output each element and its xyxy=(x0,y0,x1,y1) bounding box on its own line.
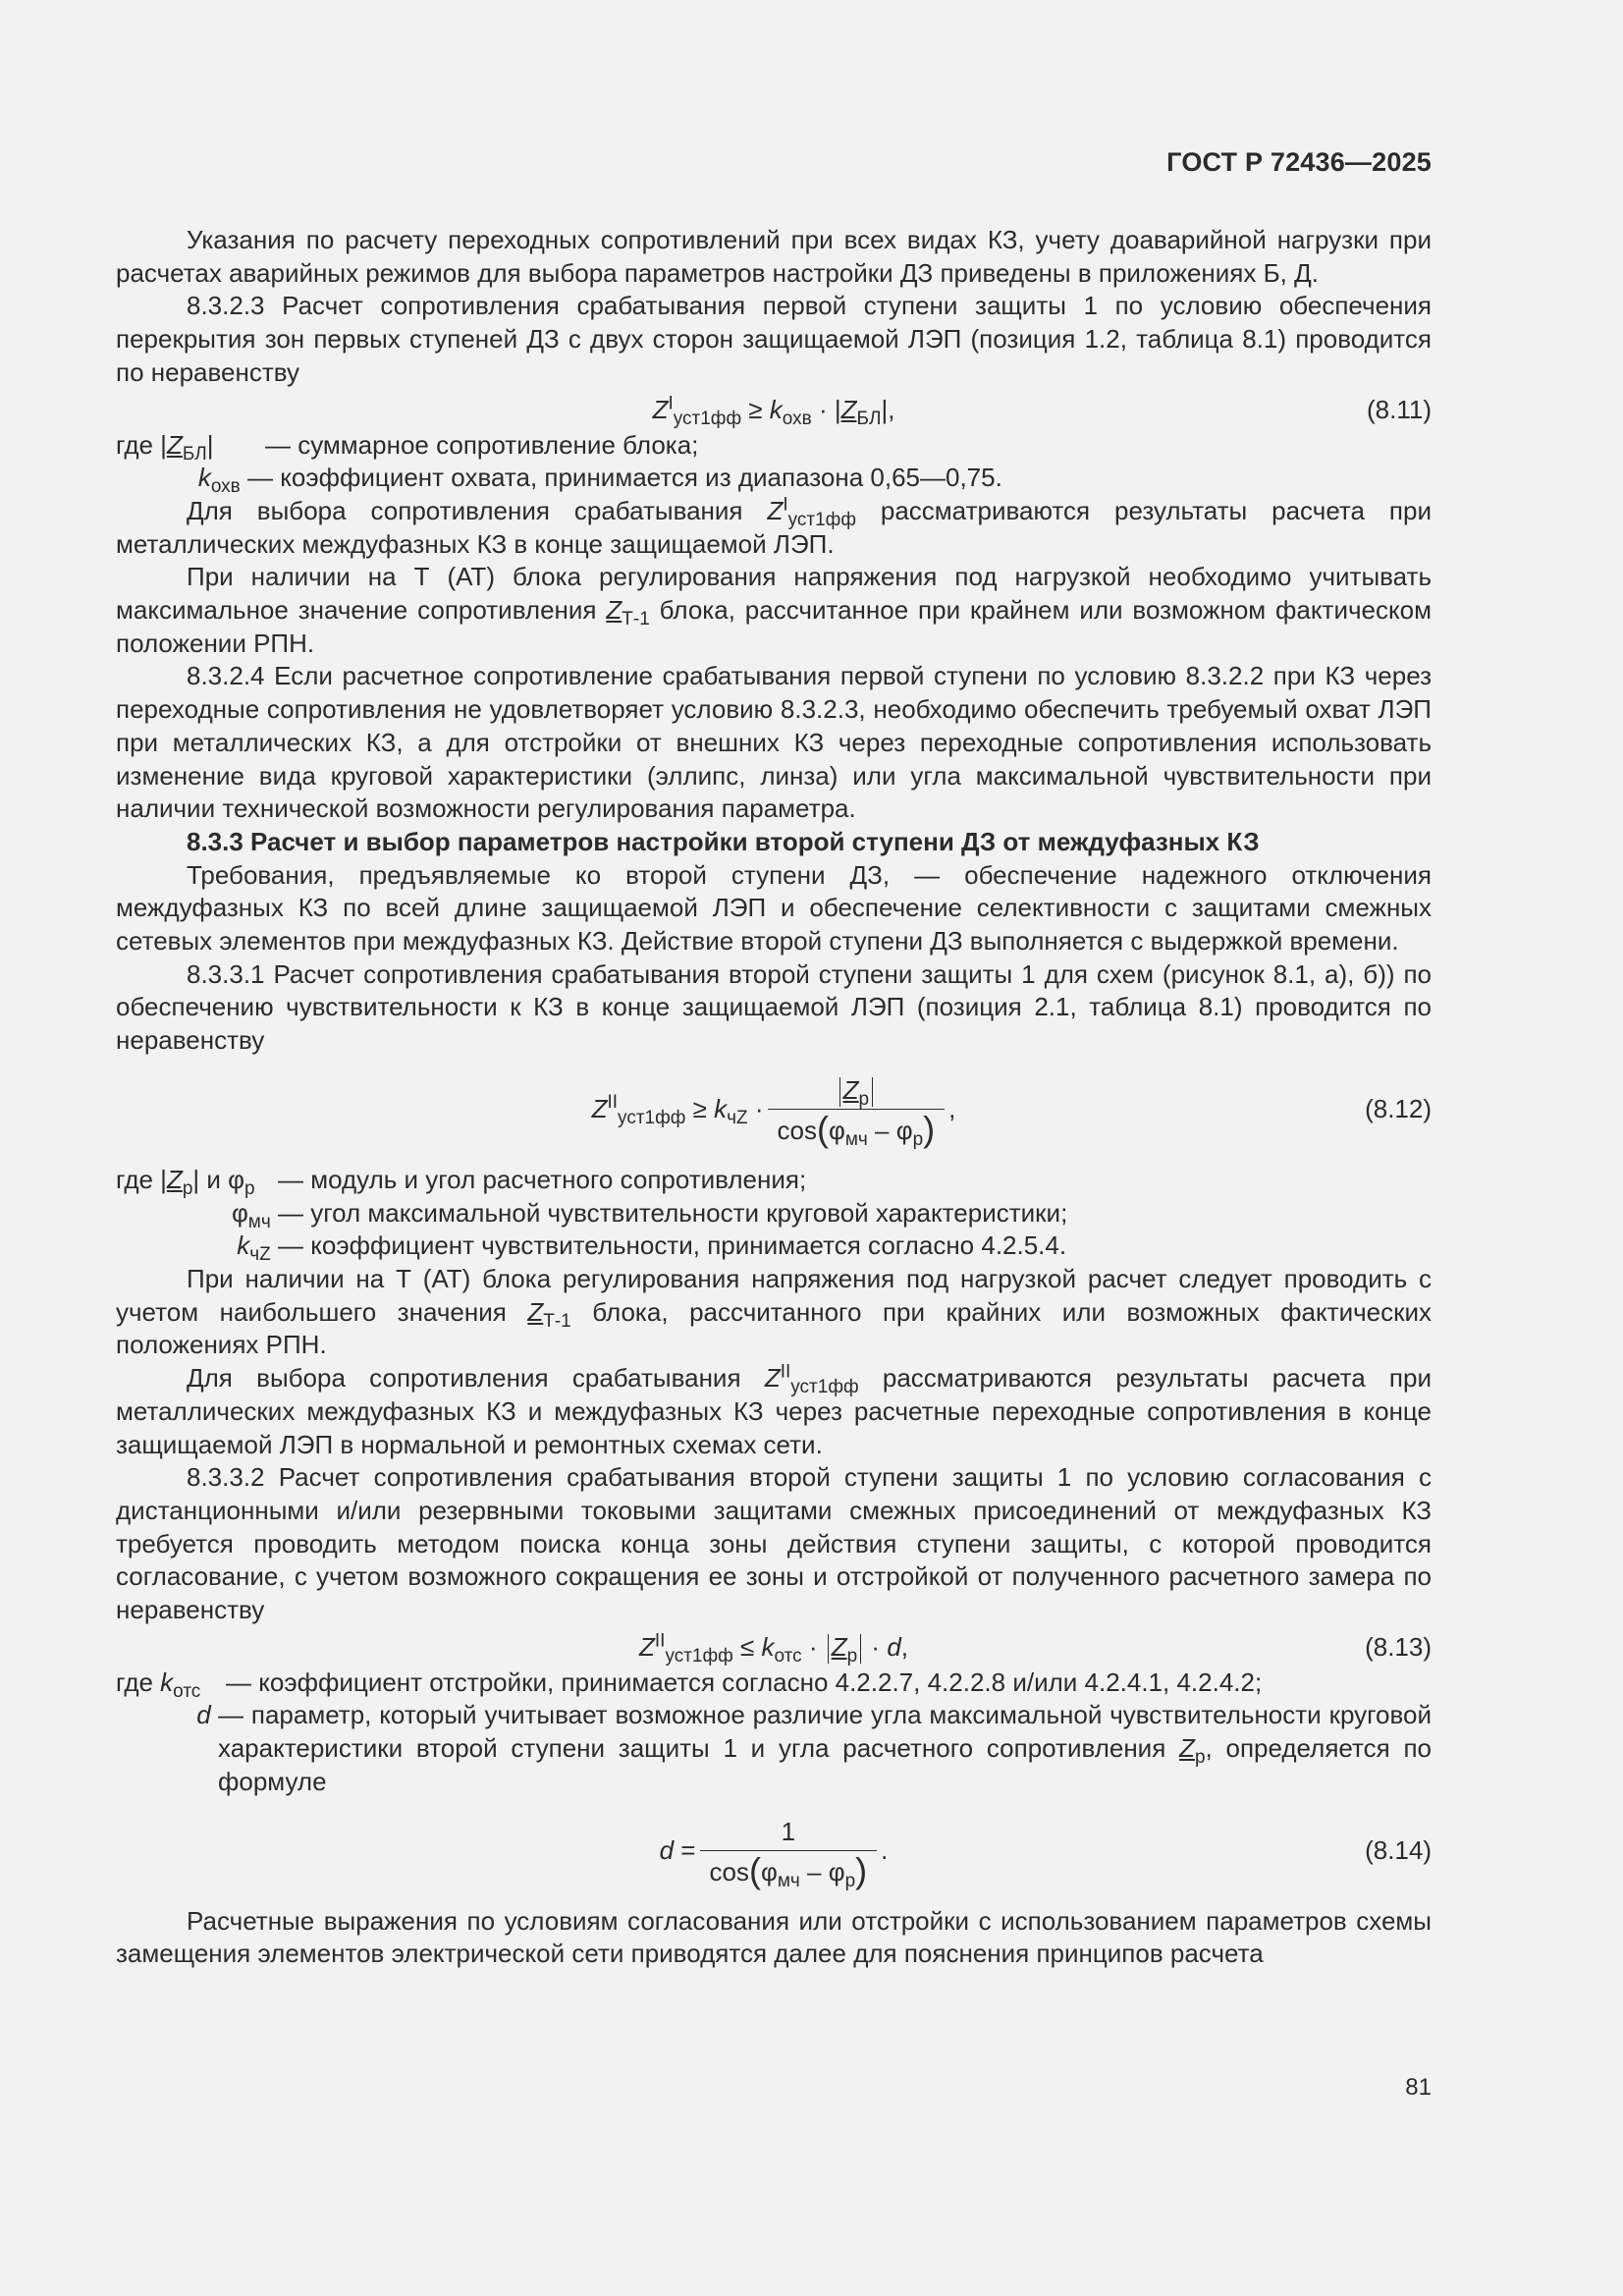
definition-item xyxy=(116,1230,1432,1266)
page-content xyxy=(116,224,1432,1971)
definition-text: — угол максимальной чувствительности круговой характеристики; xyxy=(278,1197,1068,1228)
formula-body: $Z^{II}_{уст1фф} \ge k_{чZ}$ · $\frac{Z_р}{\cos(\varphi_{мч} - \varphi_р)}$ , xyxy=(591,1074,956,1151)
paragraph: Требования, предъявляемые ко второй ступени ДЗ, — обеспечение надежного отключения междуфазных КЗ по всей длине защищаемой ЛЭП и обеспечение селективности с защитами смежных сетевых элементов при междуфазных КЗ. Действие второй ступени ДЗ выполняется с выдержкой времени. xyxy=(116,859,1432,957)
definition-item xyxy=(116,1699,1432,1798)
definition-item xyxy=(116,462,1432,498)
definition-term: где $|Z_р|$ и $\varphi_р$ xyxy=(116,1164,255,1200)
definition-text: — коэффициент отстройки, принимается согласно 4.2.2.7, 4.2.2.8 и/или 4.2.4.1, 4.2.4.2; xyxy=(226,1667,1263,1697)
formula-8-14 xyxy=(116,1799,1432,1905)
definition-term: d xyxy=(196,1700,211,1730)
paragraph: 8.3.2.3 Расчет сопротивления срабатывания первой ступени защиты 1 по условию обеспечения перекрытия зон первых ступеней ДЗ с двух сторон защищаемой ЛЭП (позиция 1.2, таблица 8.1) проводится по неравенству xyxy=(116,291,1432,387)
formula-number: (8.14) xyxy=(1365,1834,1432,1865)
paragraph: 8.3.3.2 Расчет сопротивления срабатывания второй ступени защиты 1 по условию согласования с дистанционными и/или резервными токовыми защитами смежных присоединений от междуфазных КЗ требуется проводить методом поиска конца зоны действия ступени защиты, с которой проводится согласование, с учетом возможного сокращения ее зоны и отстройкой от полученного расчетного замера по неравенству xyxy=(116,1462,1432,1625)
definition-term: $\varphi_{мч}$ xyxy=(231,1197,271,1232)
definition-term: где $k_{отс}$ xyxy=(116,1667,201,1702)
definition-item xyxy=(116,429,1432,463)
definition-text: — суммарное сопротивление блока; xyxy=(265,429,699,460)
definition-text: — модуль и угол расчетного сопротивления; xyxy=(278,1164,807,1194)
formula-number: (8.13) xyxy=(1365,1631,1432,1662)
formula-8-12 xyxy=(116,1058,1432,1164)
formula-8-13 xyxy=(116,1627,1432,1667)
definition-term: где $|Z_{БЛ}|$ xyxy=(116,429,214,465)
formula-body: $Z^{II}_{уст1фф} \le k_{отс} \cdot Z_р \cdot d$, xyxy=(638,1630,909,1667)
where-list xyxy=(116,429,1432,498)
formula-8-11 xyxy=(116,390,1432,429)
formula-body: d = $\frac{1}{\cos(\varphi_{мч} - \varphi_р)}$ . xyxy=(659,1816,889,1891)
definition-term: $k_{охв}$ xyxy=(197,463,241,498)
formula-body: $Z^I_{уст1фф} \ge k_{охв} \cdot |Z_{БЛ}|$, xyxy=(652,392,895,429)
formula-number: (8.11) xyxy=(1367,394,1432,424)
definition-item xyxy=(116,1197,1432,1230)
definition-term: $k_{чZ}$ xyxy=(237,1230,271,1266)
paragraph: 8.3.3.1 Расчет сопротивления срабатывания второй ступени защиты 1 для схем (рисунок 8.1, а), б)) по обеспечению чувствительности к КЗ в конце защищаемой ЛЭП (позиция 2.1, таблица 8.1) проводится по неравенству xyxy=(116,958,1432,1056)
definition-text: — параметр, который учитывает возможное различие угла максимальной чувствительности круговой характеристики второй ступени защиты 1 и угла расчетного сопротивления $Z_р$, определяется по формуле xyxy=(218,1700,1432,1796)
paragraph: 8.3.2.4 Если расчетное сопротивление срабатывания первой ступени по условию 8.3.2.2 при КЗ через переходные сопротивления не удовлетворяет условию 8.3.2.3, необходимо обеспечить требуемый охват ЛЭП при металлических КЗ, а для отстройки от внешних КЗ через переходные сопротивления использовать изменение вида круговой характеристики (эллипс, линза) или угла максимальной чувствительности при наличии технической возможности регулирования параметра. xyxy=(116,661,1432,824)
section-heading: 8.3.3 Расчет и выбор параметров настройки второй ступени ДЗ от междуфазных КЗ xyxy=(187,826,1260,856)
definition-item xyxy=(116,1667,1432,1700)
paragraph: При наличии на Т (АТ) блока регулирования напряжения под нагрузкой расчет следует проводить с учетом наибольшего значения $Z_{Т-1}$ блока, рассчитанного при крайних или возможных фактических положениях РПН. xyxy=(116,1263,1432,1360)
paragraph: Для выбора сопротивления срабатывания $Z^I_{уст1фф}$ рассматриваются результаты расчета при металлических междуфазных КЗ в конце защищаемой ЛЭП. xyxy=(116,494,1432,559)
formula-number: (8.12) xyxy=(1365,1093,1432,1123)
definition-text: — коэффициент охвата, принимается из диапазона 0,65—0,75. xyxy=(247,463,1002,493)
paragraph: Указания по расчету переходных сопротивлений при всех видах КЗ, учету доаварийной нагрузки при расчетах аварийных режимов для выбора параметров настройки ДЗ приведены в приложениях Б, Д. xyxy=(116,225,1432,288)
where-list xyxy=(116,1164,1432,1266)
definition-text: — коэффициент чувствительности, принимается согласно 4.2.5.4. xyxy=(278,1230,1067,1261)
paragraph: Для выбора сопротивления срабатывания $Z^{II}_{уст1фф}$ рассматриваются результаты расчета при металлических междуфазных КЗ и междуфазных КЗ через расчетные переходные сопротивления в конце защищаемой ЛЭП в нормальной и ремонтных схемах сети. xyxy=(116,1361,1432,1459)
page-number: 81 xyxy=(1405,2074,1432,2101)
document-id: ГОСТ Р 72436—2025 xyxy=(1166,147,1432,177)
definition-item xyxy=(116,1164,1432,1200)
where-list xyxy=(116,1667,1432,1799)
paragraph: При наличии на Т (АТ) блока регулирования напряжения под нагрузкой необходимо учитывать максимальное значение сопротивления $Z_{Т-1}$ блока, рассчитанное при крайнем или возможном фактическом положении РПН. xyxy=(116,562,1432,658)
paragraph: Расчетные выражения по условиям согласования или отстройки с использованием параметров схемы замещения элементов электрической сети приводятся далее для пояснения принципов расчета xyxy=(116,1905,1432,1969)
